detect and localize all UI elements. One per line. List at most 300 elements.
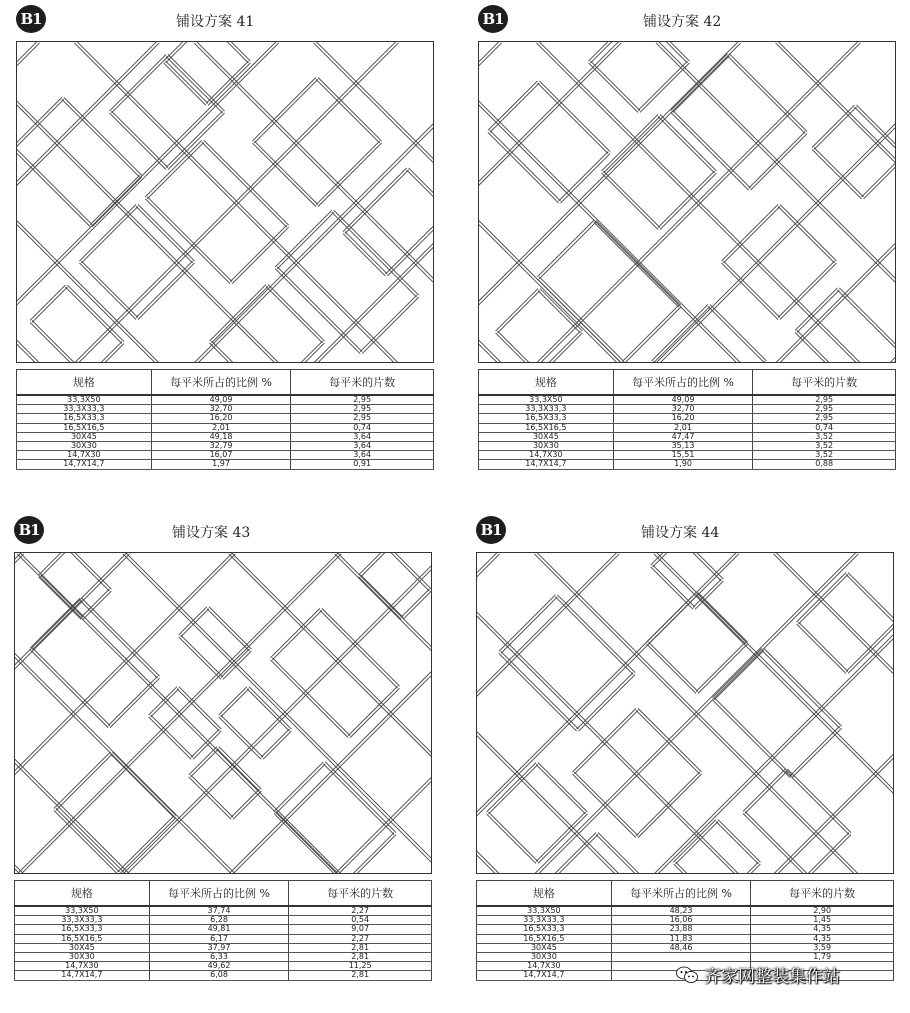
grout-line — [109, 113, 166, 170]
column-header: 每平米所占的比例 % — [613, 370, 753, 396]
table-cell: 33,3X50 — [15, 906, 150, 916]
grout-line — [229, 554, 432, 874]
grout-line — [574, 710, 638, 774]
grout-line — [65, 287, 122, 344]
table-cell: 30X45 — [15, 943, 150, 952]
table-cell: 0,88 — [753, 460, 896, 469]
grout-line — [557, 595, 635, 673]
table-cell: 2,27 — [289, 906, 432, 916]
grout-line — [151, 689, 179, 717]
grout-line — [490, 130, 561, 201]
grout-line — [674, 864, 716, 874]
table-cell: 3,64 — [291, 432, 434, 441]
grout-line — [314, 42, 434, 363]
grout-line — [712, 700, 790, 778]
table-row — [15, 971, 432, 980]
table-cell: 16,07 — [151, 451, 291, 460]
grout-line — [893, 553, 894, 874]
grout-line — [764, 648, 842, 726]
grout-line — [67, 553, 109, 591]
grout-line — [710, 304, 767, 361]
panel-layout-41 — [16, 5, 456, 485]
grout-line — [653, 553, 681, 567]
table-cell: 30X30 — [15, 952, 150, 961]
grout-line — [277, 212, 334, 269]
grout-line — [539, 277, 624, 362]
grout-line — [359, 577, 401, 619]
grout-line — [181, 635, 223, 677]
grout-line — [275, 269, 360, 354]
grout-line — [316, 43, 434, 363]
grout-line — [32, 287, 67, 322]
grout-line — [714, 650, 763, 699]
table-cell: 32,70 — [151, 405, 291, 414]
grout-line — [656, 554, 894, 874]
table-cell: 33,3X50 — [479, 395, 614, 405]
grout-line — [812, 149, 861, 198]
grout-line — [790, 726, 839, 775]
grout-line — [660, 173, 717, 230]
grout-line — [168, 54, 225, 111]
grout-line — [660, 114, 717, 171]
grout-line — [17, 42, 157, 363]
grout-line — [814, 147, 863, 196]
grout-line — [191, 749, 219, 777]
grout-line — [221, 715, 263, 757]
grout-line — [477, 554, 739, 874]
grout-line — [401, 589, 429, 617]
grout-line — [179, 637, 221, 679]
table-cell: 14,7X30 — [479, 451, 614, 460]
table-cell: 32,70 — [613, 405, 753, 414]
grout-line — [17, 43, 38, 363]
table-cell: 48,46 — [611, 943, 751, 952]
grout-line — [862, 155, 896, 197]
grout-line — [479, 42, 621, 363]
pattern-svg — [477, 553, 894, 874]
grout-line — [477, 554, 500, 874]
table-cell: 9,07 — [289, 925, 432, 934]
grout-line — [15, 553, 22, 874]
grout-line — [895, 43, 896, 363]
grout-line — [893, 554, 894, 874]
table-cell: 1,45 — [751, 916, 894, 925]
table-cell: 1,90 — [613, 460, 753, 469]
table-cell: 2,01 — [151, 423, 291, 432]
grout-line — [809, 835, 851, 874]
grout-line — [658, 171, 715, 228]
grout-line — [778, 42, 896, 363]
table-cell: 0,91 — [291, 460, 434, 469]
grout-line — [696, 642, 745, 691]
table-cell: 3,52 — [753, 432, 896, 441]
grout-line — [193, 731, 221, 759]
table-cell: 47,47 — [613, 432, 753, 441]
grout-line — [651, 567, 693, 609]
grout-line — [708, 361, 765, 363]
grout-line — [361, 575, 403, 617]
grout-line — [30, 322, 87, 363]
table-cell: 49,09 — [613, 395, 753, 405]
grout-line — [488, 812, 537, 861]
grout-line — [138, 204, 195, 261]
grout-line — [191, 775, 233, 817]
grout-line — [266, 341, 323, 363]
column-header: 每平米的片数 — [751, 881, 894, 907]
grout-line — [656, 43, 896, 363]
grout-line — [15, 554, 22, 874]
grout-line — [787, 769, 851, 833]
table-cell: 14,7X14,7 — [477, 971, 612, 980]
panel-layout-43 — [14, 516, 454, 996]
table-header-row — [477, 881, 894, 907]
column-header: 规格 — [477, 881, 612, 907]
panel-title: 铺设方案 42 — [643, 14, 722, 30]
grout-line — [266, 286, 323, 343]
grout-line — [62, 99, 140, 177]
table-cell: 2,81 — [289, 952, 432, 961]
grout-line — [81, 206, 138, 263]
grout-line — [537, 279, 622, 363]
grout-line — [231, 789, 259, 817]
grout-line — [864, 157, 896, 199]
tile-pattern-diagram — [476, 552, 894, 874]
grout-line — [118, 816, 175, 873]
grout-line — [209, 284, 266, 341]
grout-line — [479, 42, 500, 363]
grout-line — [479, 42, 502, 363]
table-cell: 16,5X33,3 — [477, 925, 612, 934]
grout-line — [92, 177, 141, 226]
grout-line — [596, 834, 645, 874]
chat-bubble-icon — [676, 966, 698, 984]
grout-line — [17, 43, 159, 363]
pattern-svg — [17, 42, 434, 363]
table-cell: 6,28 — [149, 916, 289, 925]
table-cell: 4,35 — [751, 925, 894, 934]
grout-line — [322, 608, 400, 686]
table-cell: 2,90 — [751, 906, 894, 916]
grout-line — [89, 344, 124, 363]
watermark-text: 齐家网整装集作站 — [704, 967, 840, 987]
table-cell: 33,3X50 — [17, 395, 152, 405]
grout-line — [41, 553, 69, 577]
grout-line — [574, 772, 638, 836]
grout-line — [263, 731, 291, 759]
grout-line — [15, 554, 24, 874]
grout-line — [223, 651, 251, 679]
badge: B1 — [478, 5, 508, 33]
grout-line — [206, 61, 248, 103]
column-header: 每平米所占的比例 % — [611, 881, 751, 907]
grout-line — [81, 589, 109, 617]
grout-line — [540, 333, 582, 363]
grout-line — [785, 771, 849, 835]
grout-line — [540, 289, 582, 331]
table-cell: 16,06 — [611, 916, 751, 925]
grout-line — [548, 834, 597, 874]
grout-line — [56, 808, 120, 872]
grout-line — [498, 291, 540, 333]
grout-line — [547, 833, 596, 874]
table-cell: 33,3X50 — [477, 906, 612, 916]
grout-line — [534, 553, 856, 874]
grout-line — [409, 168, 434, 210]
grout-line — [345, 170, 409, 234]
grout-line — [270, 660, 348, 738]
table-cell: 16,5X16,5 — [477, 934, 612, 943]
grout-line — [729, 54, 807, 132]
grout-line — [501, 597, 558, 654]
grout-line — [601, 114, 658, 171]
table-cell: 16,5X33,3 — [17, 414, 152, 423]
grout-line — [90, 175, 139, 224]
grout-line — [69, 553, 111, 589]
grout-line — [778, 206, 835, 263]
grout-line — [647, 593, 696, 642]
table-cell: 6,08 — [149, 971, 289, 980]
table-row — [479, 460, 896, 469]
grout-line — [15, 554, 130, 874]
grout-line — [332, 212, 417, 297]
grout-line — [712, 648, 761, 697]
grout-line — [149, 717, 191, 759]
grout-line — [594, 222, 679, 307]
table-cell: 3,52 — [753, 441, 896, 450]
panel-layout-42 — [478, 5, 910, 485]
grout-line — [714, 698, 792, 776]
grout-line — [479, 43, 500, 363]
grout-line — [407, 170, 434, 212]
grout-line — [723, 261, 780, 318]
table-cell — [611, 952, 751, 961]
tile-pattern-diagram — [478, 41, 896, 363]
grout-line — [17, 42, 159, 363]
table-cell: 14,7X14,7 — [479, 460, 614, 469]
table-cell: 33,3X33,3 — [477, 916, 612, 925]
grout-line — [217, 749, 259, 791]
grout-line — [189, 747, 217, 775]
table-cell: 49,18 — [151, 432, 291, 441]
grout-line — [798, 622, 847, 671]
grout-line — [147, 197, 232, 282]
grout-line — [323, 764, 394, 835]
table-cell: 30X45 — [479, 432, 614, 441]
grout-line — [640, 63, 689, 112]
table-cell: 37,74 — [149, 906, 289, 916]
grout-line — [41, 575, 83, 617]
tile-pattern-diagram — [16, 41, 434, 363]
grout-line — [895, 42, 896, 363]
grout-line — [67, 285, 124, 342]
table-row — [17, 395, 434, 405]
grout-line — [233, 791, 261, 819]
grout-line — [343, 234, 385, 276]
table-cell: 2,95 — [291, 414, 434, 423]
grout-line — [561, 154, 610, 203]
grout-line — [112, 752, 176, 816]
spec-table — [16, 369, 434, 470]
grout-line — [277, 267, 362, 352]
grout-line — [261, 729, 289, 757]
grout-line — [603, 116, 660, 173]
grout-line — [275, 210, 332, 267]
grout-line — [498, 331, 540, 363]
table-cell: 11,83 — [611, 934, 751, 943]
grout-line — [624, 307, 681, 363]
grout-line — [837, 290, 896, 354]
grout-line — [536, 764, 585, 813]
grout-line — [111, 111, 168, 168]
table-cell: 3,64 — [291, 441, 434, 450]
column-header: 规格 — [17, 370, 152, 396]
grout-line — [17, 43, 40, 363]
grout-line — [433, 43, 434, 363]
grout-line — [204, 140, 289, 225]
badge: B1 — [476, 516, 506, 544]
grout-line — [638, 774, 702, 838]
grout-line — [846, 574, 894, 623]
pattern-svg — [15, 553, 432, 874]
grout-line — [208, 63, 250, 105]
grout-line — [318, 77, 382, 141]
table-cell: 49,62 — [149, 962, 289, 971]
table-cell: 30X30 — [477, 952, 612, 961]
table-header-row — [17, 370, 434, 396]
table-cell: 16,5X16,5 — [15, 934, 150, 943]
grout-line — [39, 577, 81, 619]
table-cell: 2,01 — [613, 423, 753, 432]
grout-line — [579, 675, 636, 732]
table-row — [479, 423, 896, 432]
grout-line — [555, 597, 633, 675]
grout-line — [202, 142, 287, 227]
grout-line — [252, 143, 316, 207]
grout-line — [538, 331, 580, 363]
grout-line — [56, 754, 113, 811]
table-cell: 33,3X33,3 — [17, 405, 152, 414]
table-cell: 30X45 — [17, 432, 152, 441]
table-cell: 1,97 — [151, 460, 291, 469]
grout-line — [589, 63, 638, 112]
grout-line — [30, 598, 79, 647]
grout-line — [658, 116, 715, 173]
grout-line — [538, 42, 860, 363]
table-cell: 16,5X33,3 — [15, 925, 150, 934]
grout-line — [79, 204, 136, 261]
table-row — [17, 423, 434, 432]
grout-line — [792, 728, 841, 777]
column-header: 每平米的片数 — [291, 370, 434, 396]
grout-line — [499, 653, 577, 731]
column-header: 每平米所占的比例 % — [149, 881, 289, 907]
table-cell: 2,81 — [289, 971, 432, 980]
grout-line — [601, 173, 658, 230]
grout-line — [778, 43, 896, 363]
grout-line — [177, 689, 219, 731]
table-cell: 16,5X16,5 — [17, 423, 152, 432]
table-cell: 3,64 — [291, 451, 434, 460]
grout-line — [780, 204, 837, 261]
grout-line — [745, 811, 809, 874]
grout-line — [859, 352, 896, 363]
grout-line — [743, 813, 807, 874]
grout-line — [572, 708, 636, 772]
grout-line — [120, 818, 177, 874]
grout-line — [194, 43, 434, 363]
badge: B1 — [16, 5, 46, 33]
grout-line — [487, 814, 536, 863]
grout-line — [698, 593, 747, 642]
grout-line — [32, 320, 89, 363]
table-cell: 0,54 — [289, 916, 432, 925]
table-row — [15, 906, 432, 916]
grout-line — [718, 864, 760, 874]
column-header: 规格 — [15, 881, 150, 907]
grout-line — [490, 83, 539, 132]
table-cell: 2,95 — [291, 405, 434, 414]
grout-line — [231, 553, 432, 874]
grout-line — [636, 710, 700, 774]
grout-line — [221, 649, 249, 677]
grout-line — [674, 820, 716, 862]
table-cell: 2,95 — [753, 414, 896, 423]
table-cell: 30X30 — [17, 441, 152, 450]
table-cell: 16,5X33,3 — [479, 414, 614, 423]
grout-line — [345, 232, 387, 274]
table-header-row — [15, 881, 432, 907]
grout-line — [536, 553, 858, 874]
grout-line — [776, 554, 894, 874]
grout-line — [403, 591, 431, 619]
grout-line — [708, 306, 765, 363]
grout-line — [76, 42, 398, 363]
grout-line — [229, 553, 432, 874]
grout-line — [537, 83, 608, 154]
table-cell: 3,52 — [753, 451, 896, 460]
grout-line — [110, 754, 174, 818]
table-row — [17, 460, 434, 469]
grout-line — [638, 708, 702, 772]
table-cell: 1,79 — [751, 952, 894, 961]
grout-line — [166, 61, 208, 103]
table-row — [15, 925, 432, 934]
pattern-svg — [479, 42, 896, 363]
grout-line — [318, 143, 382, 207]
grout-line — [854, 107, 896, 156]
grout-line — [211, 286, 268, 343]
grout-line — [179, 687, 221, 729]
table-cell: 48,23 — [611, 906, 751, 916]
grout-line — [776, 42, 896, 363]
grout-line — [325, 762, 396, 833]
grout-line — [721, 263, 778, 320]
table-cell: 2,95 — [753, 395, 896, 405]
grout-line — [653, 565, 695, 607]
table-cell: 37,97 — [149, 943, 289, 952]
grout-line — [164, 63, 206, 105]
grout-line — [539, 222, 596, 279]
table-cell: 33,3X33,3 — [15, 916, 150, 925]
table-cell: 3,59 — [751, 943, 894, 952]
grout-line — [537, 220, 594, 277]
grout-line — [598, 833, 647, 874]
grout-line — [83, 591, 111, 619]
grout-line — [603, 171, 660, 228]
grout-line — [17, 43, 157, 363]
grout-line — [316, 141, 380, 205]
grout-line — [19, 553, 341, 874]
